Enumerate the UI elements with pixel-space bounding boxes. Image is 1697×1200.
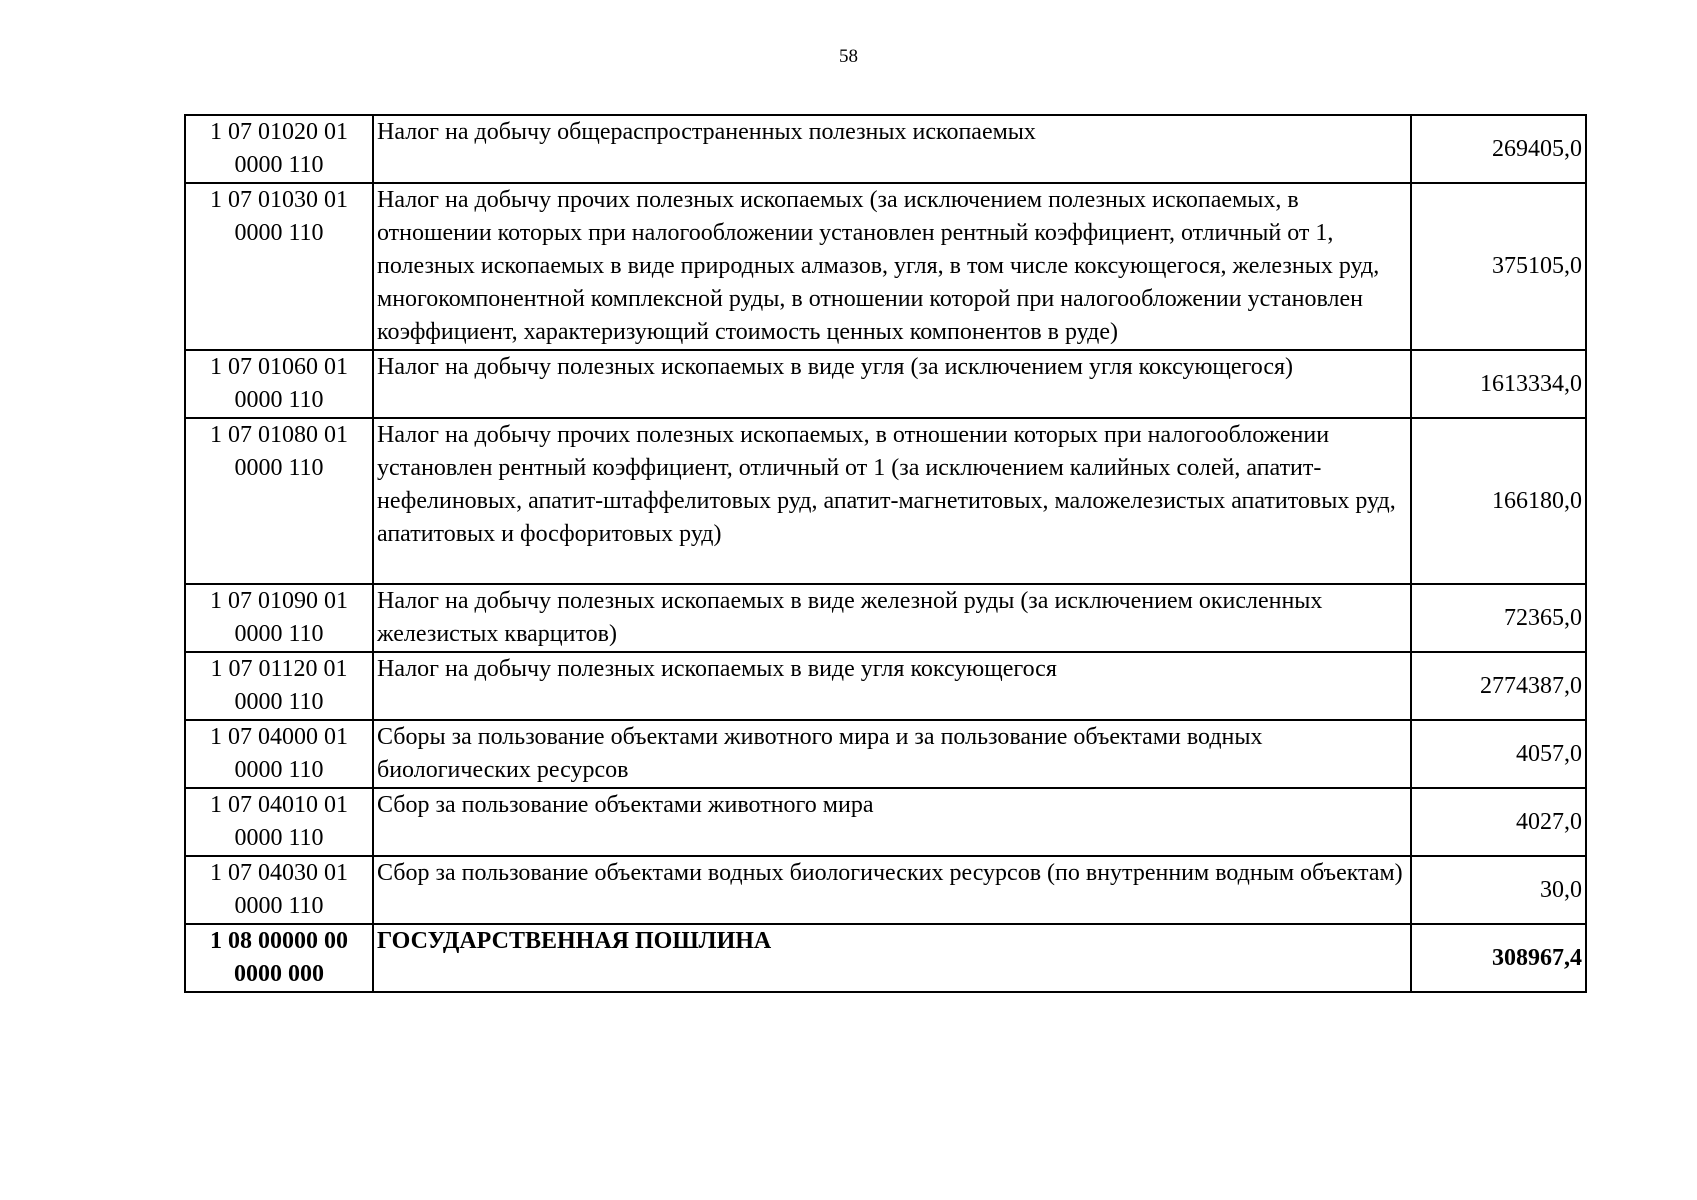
table-row <box>185 183 1586 350</box>
table-row-section-total <box>185 924 1586 992</box>
table-row <box>185 720 1586 788</box>
revenue-name-cell: Налог на добычу полезных ископаемых в виде угля коксующегося <box>373 652 1411 720</box>
amount-cell: 166180,0 <box>1411 418 1586 584</box>
amount-cell: 72365,0 <box>1411 584 1586 652</box>
budget-code-line-2: 0000 110 <box>234 152 324 178</box>
budget-code-line-2: 0000 110 <box>234 825 324 851</box>
page-number: 58 <box>839 46 858 67</box>
table-row <box>185 856 1586 924</box>
budget-code-line-2: 0000 000 <box>234 961 324 987</box>
amount-cell: 375105,0 <box>1411 183 1586 350</box>
budget-code-cell <box>185 350 373 418</box>
budget-code-cell <box>185 720 373 788</box>
budget-code-cell <box>185 584 373 652</box>
amount-cell: 2774387,0 <box>1411 652 1586 720</box>
budget-code-line-1: 1 07 01090 01 <box>210 588 348 614</box>
budget-code-cell <box>185 924 373 992</box>
budget-code-line-2: 0000 110 <box>234 387 324 413</box>
revenue-name-cell: Налог на добычу прочих полезных ископаемых (за исключением полезных ископаемых, в отношении которых при налогообложении установлен рентный коэффициент, отличный от 1, полезных ископаемых в виде природных алмазов, угля, в том числе коксующегося, железных руд, многокомпонентной комплексной руды, в отношении которой при налогообложении установлен коэффициент, характеризующий стоимость ценных компонентов в руде) <box>373 183 1411 350</box>
budget-code-line-1: 1 07 01020 01 <box>210 119 348 145</box>
amount-cell: 30,0 <box>1411 856 1586 924</box>
budget-code-cell <box>185 418 373 584</box>
budget-code-cell <box>185 788 373 856</box>
table-row <box>185 652 1586 720</box>
budget-code-line-1: 1 08 00000 00 <box>210 928 348 954</box>
budget-code-line-1: 1 07 01030 01 <box>210 187 348 213</box>
amount-cell: 4057,0 <box>1411 720 1586 788</box>
budget-code-line-2: 0000 110 <box>234 455 324 481</box>
budget-code-line-2: 0000 110 <box>234 893 324 919</box>
table-row <box>185 350 1586 418</box>
amount-cell: 4027,0 <box>1411 788 1586 856</box>
table-row <box>185 584 1586 652</box>
amount-cell: 1613334,0 <box>1411 350 1586 418</box>
table-row <box>185 418 1586 584</box>
budget-code-line-2: 0000 110 <box>234 621 324 647</box>
table-row <box>185 115 1586 183</box>
budget-code-cell <box>185 856 373 924</box>
budget-code-line-1: 1 07 04000 01 <box>210 724 348 750</box>
revenue-name-cell: Налог на добычу общераспространенных полезных ископаемых <box>373 115 1411 183</box>
budget-code-line-2: 0000 110 <box>234 220 324 246</box>
budget-code-line-2: 0000 110 <box>234 689 324 715</box>
budget-code-line-1: 1 07 04030 01 <box>210 860 348 886</box>
budget-code-line-1: 1 07 01120 01 <box>210 656 348 682</box>
budget-code-line-1: 1 07 01080 01 <box>210 422 348 448</box>
budget-code-cell <box>185 115 373 183</box>
budget-code-line-1: 1 07 01060 01 <box>210 354 348 380</box>
budget-code-cell <box>185 652 373 720</box>
revenue-name-cell: Налог на добычу полезных ископаемых в виде угля (за исключением угля коксующегося) <box>373 350 1411 418</box>
budget-code-line-1: 1 07 04010 01 <box>210 792 348 818</box>
budget-code-line-2: 0000 110 <box>234 757 324 783</box>
revenue-name-cell: Налог на добычу полезных ископаемых в виде железной руды (за исключением окисленных железистых кварцитов) <box>373 584 1411 652</box>
revenue-name-cell: Сбор за пользование объектами животного мира <box>373 788 1411 856</box>
revenue-name-cell: Сбор за пользование объектами водных биологических ресурсов (по внутренним водным объектам) <box>373 856 1411 924</box>
table-row <box>185 788 1586 856</box>
revenue-name-cell: ГОСУДАРСТВЕННАЯ ПОШЛИНА <box>373 924 1411 992</box>
budget-code-cell <box>185 183 373 350</box>
revenue-name-cell: Сборы за пользование объектами животного мира и за пользование объектами водных биологических ресурсов <box>373 720 1411 788</box>
revenue-name-cell: Налог на добычу прочих полезных ископаемых, в отношении которых при налогообложении установлен рентный коэффициент, отличный от 1 (за исключением калийных солей, апатит-нефелиновых, апатит-штаффелитовых руд, апатит-магнетитовых, маложелезистых апатитовых руд, апатитовых и фосфоритовых руд) <box>373 418 1411 584</box>
amount-cell: 308967,4 <box>1411 924 1586 992</box>
amount-cell: 269405,0 <box>1411 115 1586 183</box>
revenue-table <box>184 114 1587 993</box>
